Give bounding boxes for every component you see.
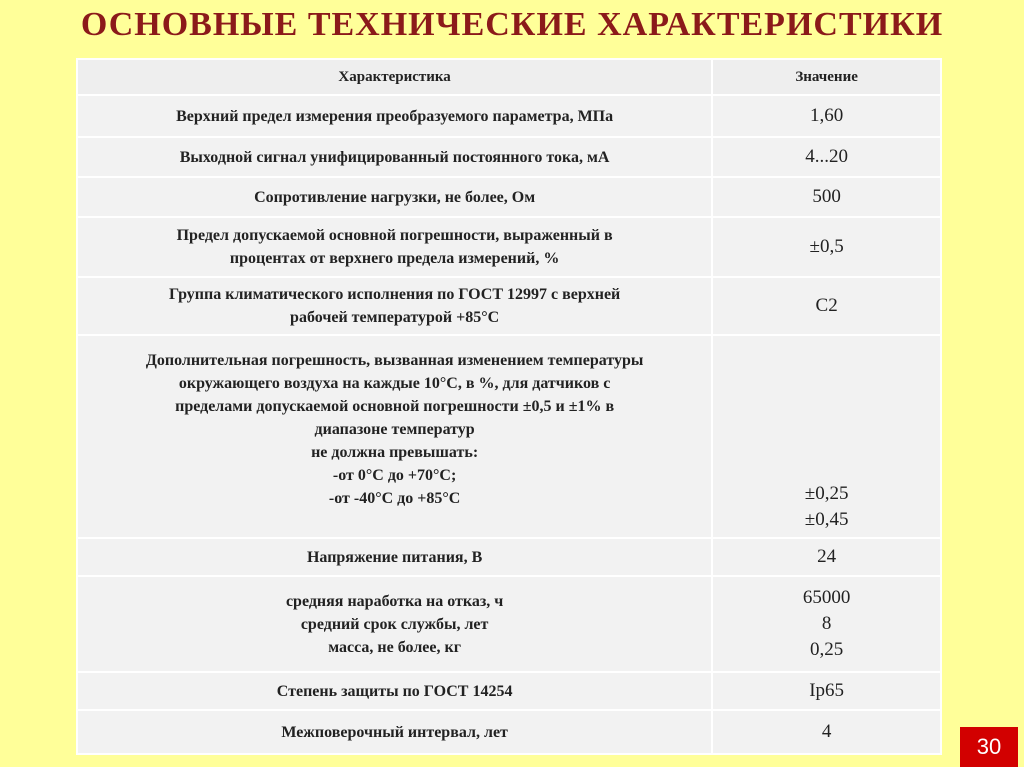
header-value: Значение	[712, 59, 941, 95]
label-line: окружающего воздуха на каждые 10°С, в %, для датчиков с	[178, 375, 611, 392]
table-row	[77, 335, 941, 538]
label-line: диапазоне температур	[314, 421, 475, 438]
table-header-row	[77, 59, 941, 95]
row-label	[77, 335, 712, 538]
page-title: ОСНОВНЫЕ ТЕХНИЧЕСКИЕ ХАРАКТЕРИСТИКИ	[80, 6, 944, 43]
table-row	[77, 576, 941, 672]
label-line: -от -40°С до +85°С	[328, 490, 461, 507]
label-line: Дополнительная погрешность, вызванная изменением температуры	[145, 352, 644, 369]
value-line: 8	[821, 613, 832, 634]
label-line: средний срок службы, лет	[300, 615, 489, 633]
value-line: Ip65	[809, 680, 845, 701]
label-line: Предел допускаемой основной погрешности, выраженный в	[176, 227, 613, 244]
page-number-badge: 30	[960, 727, 1018, 767]
table-row	[77, 217, 941, 277]
table-row	[77, 538, 941, 576]
table-row	[77, 277, 941, 335]
row-label	[77, 672, 712, 710]
row-value	[712, 538, 941, 576]
value-line: 1,60	[809, 105, 844, 126]
label-line: Группа климатического исполнения по ГОСТ 12997 с верхней	[168, 286, 621, 303]
row-label	[77, 217, 712, 277]
row-label	[77, 137, 712, 177]
label-line: Напряжение питания, В	[306, 548, 483, 566]
row-label	[77, 538, 712, 576]
table-row	[77, 710, 941, 754]
label-line: средняя наработка на отказ, ч	[285, 592, 504, 610]
label-line: Степень защиты по ГОСТ 14254	[276, 682, 513, 700]
row-value	[712, 137, 941, 177]
label-line: масса, не более, кг	[328, 638, 461, 656]
value-line: ±0,45	[804, 509, 849, 530]
row-label	[77, 710, 712, 754]
row-value	[712, 217, 941, 277]
row-value	[712, 335, 941, 538]
label-line: Выходной сигнал унифицированный постоянного тока, мА	[179, 148, 610, 166]
row-value	[712, 710, 941, 754]
specs-table	[76, 58, 942, 755]
value-line: 0,25	[809, 639, 844, 660]
value-line: 4	[821, 721, 832, 742]
value-line: ±0,5	[809, 236, 844, 257]
table-row	[77, 177, 941, 217]
label-line: -от 0°С до +70°С;	[332, 467, 457, 484]
label-line: рабочей температурой +85°С	[290, 309, 500, 326]
row-value	[712, 277, 941, 335]
table-row	[77, 95, 941, 137]
table-row	[77, 672, 941, 710]
label-line: Верхний предел измерения преобразуемого параметра, МПа	[176, 107, 614, 125]
label-line: процентах от верхнего предела измерений, %	[229, 250, 560, 267]
row-value	[712, 576, 941, 672]
row-label	[77, 277, 712, 335]
value-line: ±0,25	[804, 483, 849, 504]
label-line: пределами допускаемой основной погрешности ±0,5 и ±1% в	[175, 398, 615, 415]
table-row	[77, 137, 941, 177]
label-line: Сопротивление нагрузки, не более, Ом	[254, 188, 536, 206]
header-characteristic: Характеристика	[77, 59, 712, 95]
label-line: Межповерочный интервал, лет	[281, 723, 508, 741]
value-line: 4...20	[805, 146, 848, 167]
label-line: не должна превышать:	[311, 444, 479, 461]
value-line: 65000	[802, 587, 851, 608]
value-line: С2	[815, 295, 838, 316]
row-value	[712, 177, 941, 217]
value-line: 500	[812, 186, 841, 207]
row-label	[77, 576, 712, 672]
row-label	[77, 177, 712, 217]
row-value	[712, 95, 941, 137]
value-line: 24	[817, 546, 837, 567]
row-value	[712, 672, 941, 710]
row-label	[77, 95, 712, 137]
